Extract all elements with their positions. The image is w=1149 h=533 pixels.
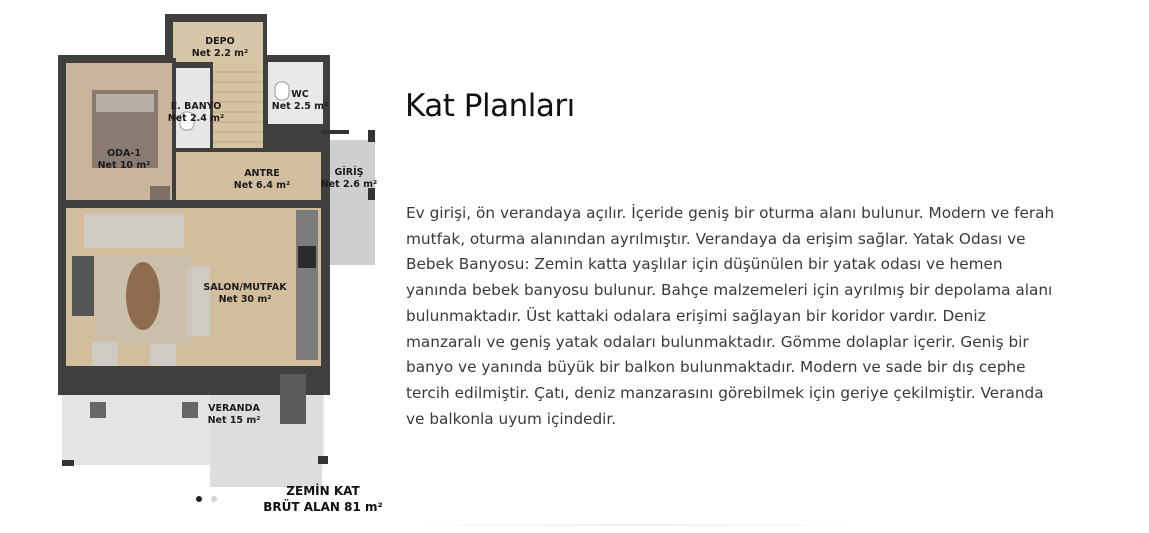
room-label-depo <box>192 36 248 60</box>
room-area: Net 15 m² <box>207 415 261 426</box>
room-label-oda-1 <box>98 148 151 172</box>
carousel-dot-1[interactable] <box>196 496 202 502</box>
floor-name: ZEMİN KAT <box>286 484 360 498</box>
room-area: Net 10 m² <box>97 160 151 171</box>
room-label-wc <box>272 89 328 113</box>
room-area: Net 6.4 m² <box>233 180 291 191</box>
room-name: E. BANYO <box>170 101 222 112</box>
carousel-dots <box>196 496 217 502</box>
room-name: GİRİŞ <box>334 167 364 178</box>
divider <box>400 524 870 526</box>
section-description: Ev girişi, ön verandaya açılır. İçeride geniş bir oturma alanı bulunur. Modern ve ferah mutfak, oturma alanından ayrılmıştır. Verandaya da erişim sağlar. Yatak Odası ve Bebek Banyosu: Zemin katta yaşlılar için düşünülen bir yatak odası ve hemen yanında bebek banyosu bulunur. Bahçe malzemeleri için ayrılmış bir depolama alanı bulunmaktadır. Üst kattaki odalara erişimi sağlayan bir koridor vardır. Deniz manzaralı ve geniş yatak odaları bulunmaktadır. Gömme dolaplar içerir. Geniş bir banyo ve yanında büyük bir balkon bulunmaktadır. Modern ve sade bir dış cephe tercih edilmiştir. Çatı, deniz manzarasını görebilmek için geriye çekilmiştir. Veranda ve balkonla uyum içindedir. <box>406 204 1055 428</box>
room-area: Net 2.6 m² <box>320 179 378 190</box>
room-area: Net 2.2 m² <box>191 48 249 59</box>
room-name: ANTRE <box>244 168 280 179</box>
room-area: Net 30 m² <box>218 294 272 305</box>
room-name: WC <box>291 89 309 100</box>
floor-caption <box>263 483 383 515</box>
room-label-salon-mutfak <box>203 282 286 306</box>
section-title: Kat Planları <box>405 88 575 124</box>
room-name: DEPO <box>205 36 235 47</box>
room-area: Net 2.5 m² <box>271 101 329 112</box>
carousel-dot-2[interactable] <box>211 496 217 502</box>
room-area: Net 2.4 m² <box>167 113 225 124</box>
room-label-antre <box>234 168 290 192</box>
room-name: ODA-1 <box>107 148 141 159</box>
room-label-veranda <box>208 403 261 427</box>
floor-plan-drawing <box>0 0 400 533</box>
gross-area: BRÜT ALAN 81 m² <box>263 500 383 514</box>
room-name: VERANDA <box>208 403 260 414</box>
floor-plan-image <box>0 0 400 533</box>
room-name: SALON/MUTFAK <box>203 282 287 293</box>
room-label-giris <box>321 167 377 191</box>
room-label-banyo <box>168 101 224 125</box>
